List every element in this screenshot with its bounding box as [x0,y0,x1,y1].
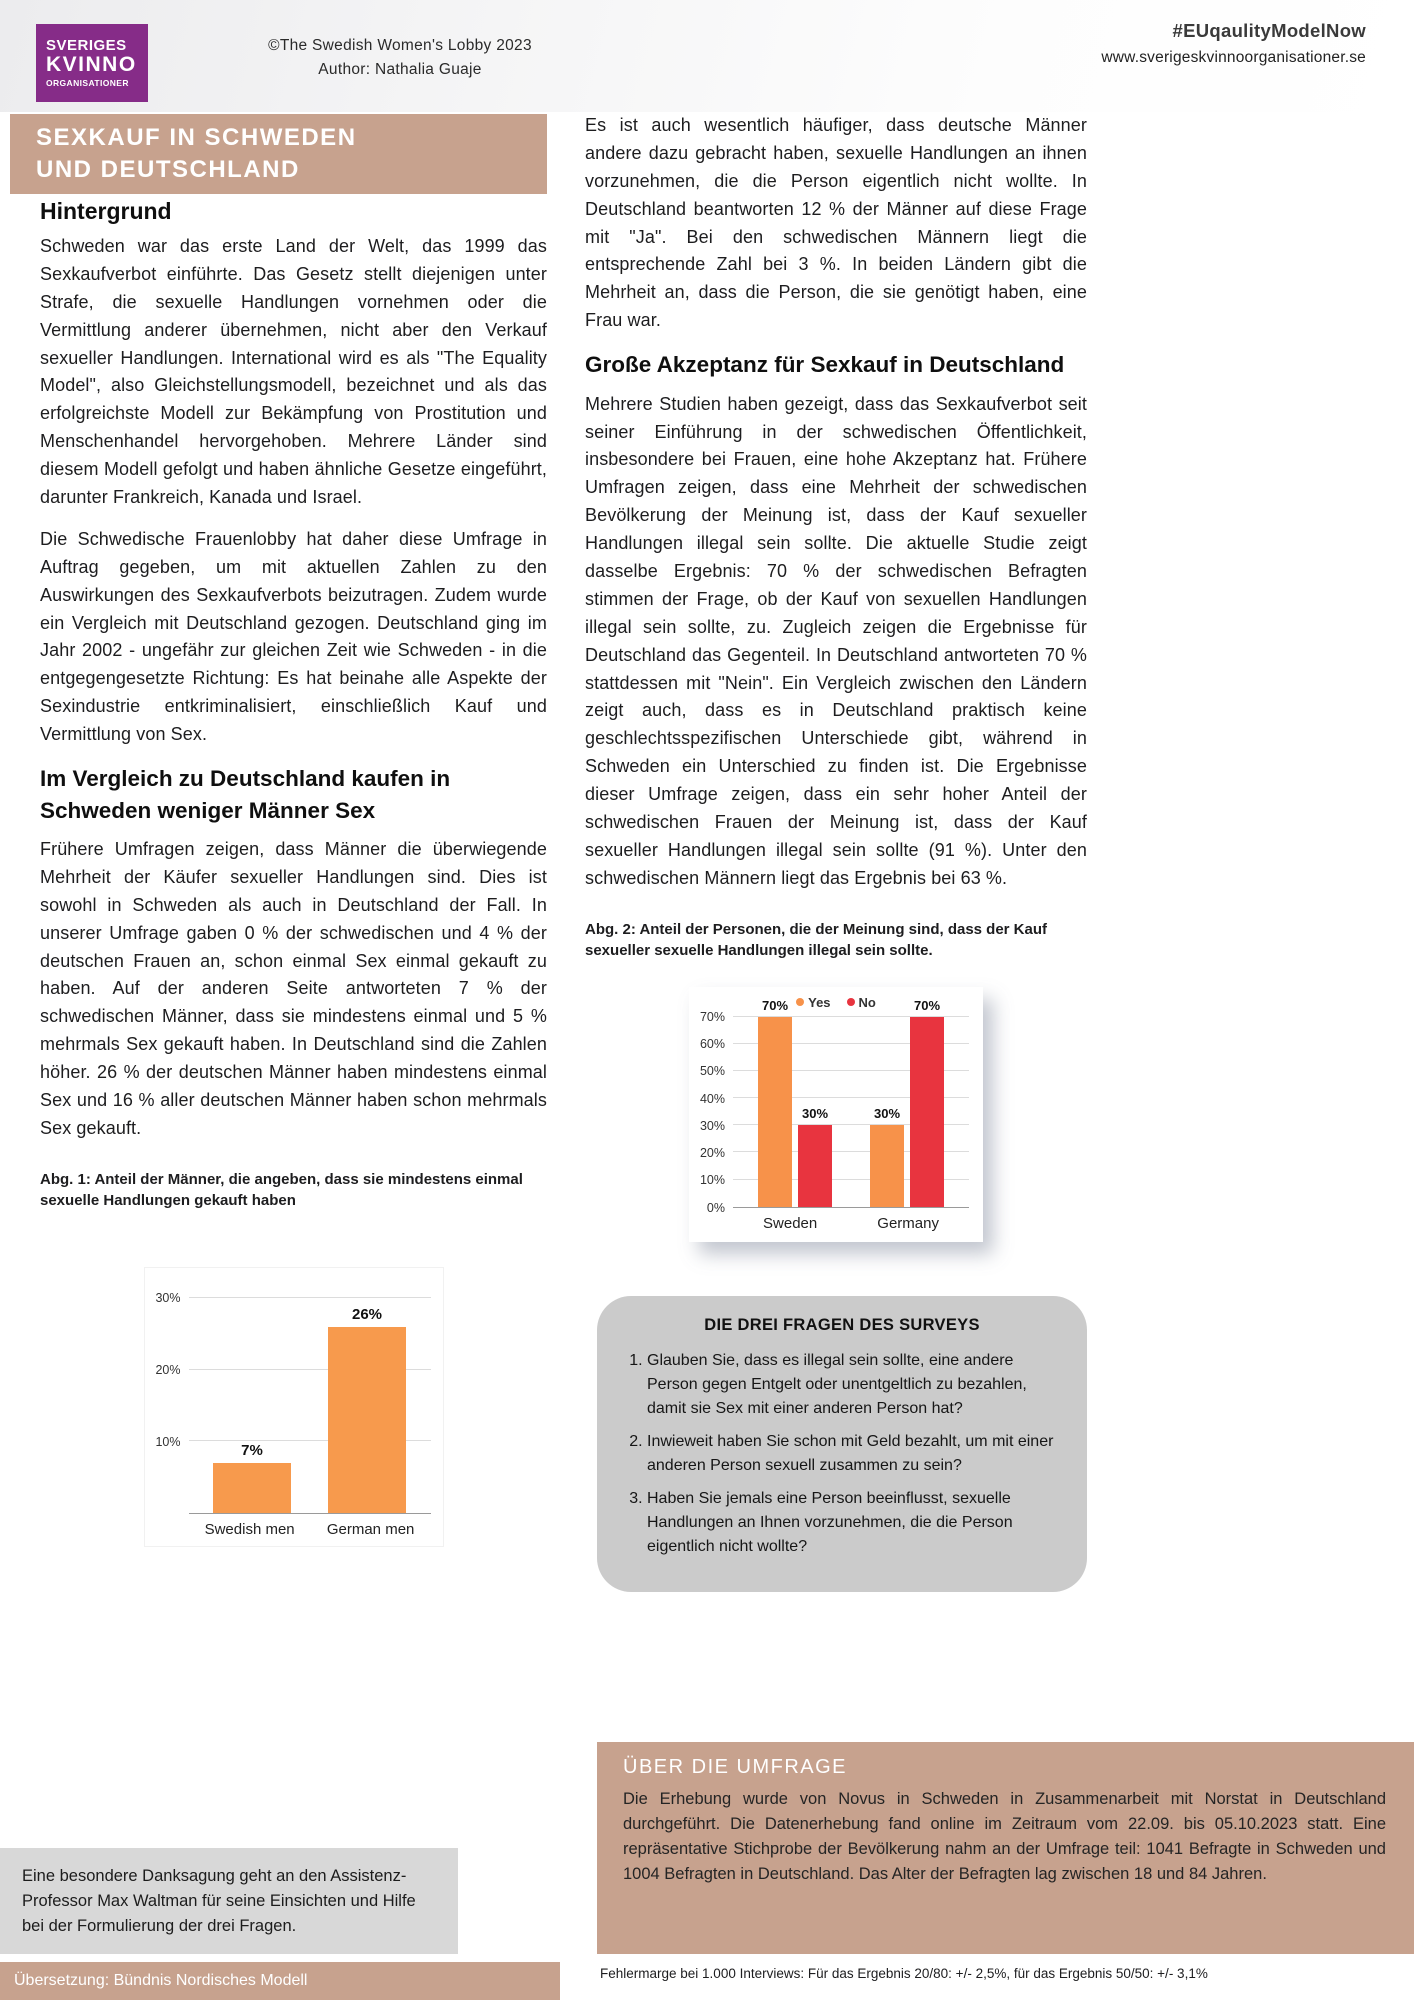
paragraph-acceptance: Mehrere Studien haben gezeigt, dass das Sexkaufverbot seit seiner Einführung in der schwedischen Öffentlichkeit, insbesondere bei Frauen, eine hohe Akzeptanz hat. Frühere Umfragen zeigen, dass eine Mehrheit der schwedischen Bevölkerung der Meinung ist, dass der Kauf sexueller Handlungen illegal sein sollte. Die aktuelle Studie zeigt dasselbe Ergebnis: 70 % der schwedischen Befragten stimmen der Frage, ob der Kauf von sexuellen Handlungen illegal sein sollte, zu. Zugleich zeigen die Ergebnisse für Deutschland das Gegenteil. In Deutschland antworteten 70 % stattdessen mit "Nein". Ein Vergleich zwischen den Ländern zeigt auch, dass es in Deutschland praktisch keine geschlechtsspezifischen Unterschiede gibt, während in Schweden ein Unterschied zu finden ist. Die Ergebnisse dieser Umfrage zeigen, dass ein sehr hoher Anteil der schwedischen Frauen der Meinung ist, dass der Kauf sexueller Handlungen illegal sein sollte (91 %). Unter den schwedischen Männern liegt das Ergebnis bei 63 %. [585,393,1087,888]
y-tick-label: 50% [699,1064,725,1079]
paragraph-coercion: Es ist auch wesentlich häufiger, dass deutsche Männer andere dazu gebracht haben, sexuelle Handlungen an ihnen vorzunehmen, die die Person eigentlich nicht wollte. In Deutschland beantworten 12 % der Männer auf diese Frage mit "Ja". Bei den schwedischen Männern liegt die entsprechende Zahl bei 3 %. In beiden Ländern gibt die Mehrheit an, dass die Person, die sie genötigt haben, eine Frau war. [585,115,1087,331]
survey-box-title: DIE DREI FRAGEN DES SURVEYS [704,1315,980,1334]
bar-value-label: 30% [873,1106,901,1122]
about-survey-body: Die Erhebung wurde von Novus in Schweden in Zusammenarbeit mit Norstat in Deutschland durchgeführt. Die Datenerhebung fand online im Zeitraum vom 22.09. bis 05.10.2023 statt. Eine repräsentative Stichprobe der Bevölkerung nahm an der Umfrage teil: 1041 Befragte in Schweden und 1004 Befragten in Deutschland. Das Alter der Befragten lag zwischen 18 und 84 Jahren. [623,1790,1386,1884]
y-tick-label: 30% [155,1290,181,1305]
paragraph-background-1: Schweden war das erste Land der Welt, das 1999 das Sexkaufverbot einführte. Das Gesetz stellt diejenigen unter Strafe, die sexuelle Handlungen vornehmen oder die Vermittlung anderer übernehmen, nicht aber den Verkauf sexueller Handlungen. International wird es als "The Equality Model", also Gleichstellungsmodell, bezeichnet und als das erfolgreichste Modell zur Bekämpfung von Prostitution und Menschenhandel hervorgehoben. Mehrere Länder sind diesem Modell gefolgt und haben ähnliche Gesetze eingeführt, darunter Frankreich, Kanada und Israel. [40,236,547,508]
figure-1-caption: Abg. 1: Anteil der Männer, die angeben, dass sie mindestens einmal sexuelle Handlungen gekauft haben [40,1170,523,1209]
logo-text-kvinno: KVINNO [46,53,137,77]
y-tick-label: 10% [699,1173,725,1188]
heading-comparison [40,763,547,826]
legend-item-yes: Yes [796,995,830,1010]
y-tick-label: 30% [699,1118,725,1133]
bar-value-label: 70% [913,997,941,1013]
title-line-2: UND DEUTSCHLAND [36,156,300,184]
heading-hintergrund: Hintergrund [40,198,172,224]
survey-question-3: 3. Haben Sie jemals eine Person beeinflusst, sexuelle Handlungen an Ihnen vorzunehmen, die die Person eigentlich nicht wollte? [647,1487,1059,1559]
y-tick-label: 0% [706,1200,725,1215]
figure-2-y-axis [693,1009,733,1215]
category-label: Swedish men [204,1520,295,1538]
right-column [585,112,1087,1592]
figure-1-x-axis-labels [149,1521,431,1538]
paragraph-comparison: Frühere Umfragen zeigen, dass Männer die überwiegende Mehrheit der Käufer sexueller Handlungen sind. Dies ist sowohl in Schweden als auch in Deutschland der Fall. In unserer Umfrage gaben 0 % der schwedischen und 4 % der deutschen Frauen an, schon einmal Sex einmal gekauft zu haben. Auf der anderen Seite antworteten 7 % der schwedischen Männer, dass sie mindestens einmal und 5 % mehrmals Sex gekauft haben. In Deutschland sind die Zahlen höher. 26 % der deutschen Männer haben mindestens einmal Sex und 16 % aller deutschen Männer haben schon mehrmals Sex gekauft. [40,839,547,1138]
y-tick-label: 20% [155,1362,181,1377]
figure-2-caption: Abg. 2: Anteil der Personen, die der Meinung sind, dass der Kauf sexueller sexuelle Handlungen illegal sein sollte. [585,920,1048,959]
acknowledgement-box: Eine besondere Danksagung geht an den Assistenz-Professor Max Waltman für seine Einsichten und Hilfe bei der Formulierung der drei Fragen. [0,1848,458,1954]
margin-of-error-note: Fehlermarge bei 1.000 Interviews: Für das Ergebnis 20/80: +/- 2,5%, für das Ergebnis 50/50: +/- 3,1% [600,1966,1208,1981]
survey-questions-box [597,1296,1087,1592]
copyright-line: ©The Swedish Women's Lobby 2023 [268,37,532,54]
figure-1-plot-area [189,1298,431,1514]
logo-text-organisationer: ORGANISATIONER [46,77,129,88]
header-right-block [1101,20,1366,67]
bar-value-label: 70% [761,997,789,1013]
survey-question-2: 2. Inwieweit haben Sie schon mit Geld bezahlt, um mit einer anderen Person sexuell zusammen zu sein? [647,1430,1059,1478]
y-tick-label: 40% [699,1091,725,1106]
heading-comparison-line-1: Im Vergleich zu Deutschland kaufen in [40,766,451,792]
logo-text-sveriges: SVERIGES [46,36,127,54]
survey-question-1: 1. Glauben Sie, dass es illegal sein sollte, eine andere Person gegen Entgelt oder unentgeltlich zu bezahlen, damit sie Sex mit einer anderen Person hat? [647,1349,1059,1421]
bar-sweden-no [798,1125,832,1206]
title-banner [10,114,547,194]
figure-2-x-axis-labels [693,1215,969,1232]
category-label: German men [326,1520,415,1538]
legend-dot-icon [796,998,804,1006]
bar-germany-no [910,1017,944,1207]
org-logo [36,24,148,102]
bar-value-label: 26% [351,1305,383,1323]
bar-sweden-yes [758,1017,792,1207]
bar-value-label: 7% [241,1441,263,1459]
heading-comparison-line-2: Schweden weniger Männer Sex [40,797,376,823]
about-survey-box [597,1742,1414,1954]
website-url: www.sverigeskvinnoorganisationer.se [1101,49,1366,66]
figure-2-chart [689,987,983,1242]
figure-1-chart [144,1267,444,1547]
survey-questions-list [625,1349,1059,1559]
author-line: Author: Nathalia Guaje [318,61,482,79]
category-label: Germany [877,1214,939,1232]
bar-germany-yes [870,1125,904,1206]
left-column [40,198,547,1547]
credit-block [250,34,550,82]
translation-credit-strip: Übersetzung: Bündnis Nordisches Modell [0,1962,560,2000]
y-tick-label: 60% [699,1036,725,1051]
title-line-1: SEXKAUF IN SCHWEDEN [36,124,357,151]
y-tick-label: 70% [699,1009,725,1024]
bar-value-label: 30% [801,1106,829,1122]
y-tick-label: 10% [155,1434,181,1449]
bar-swedish-men [213,1463,291,1513]
paragraph-background-2: Die Schwedische Frauenlobby hat daher diese Umfrage in Auftrag gegeben, um mit aktuellen Zahlen zu den Auswirkungen des Sexkaufverbots beizutragen. Zudem wurde ein Vergleich mit Deutschland gezogen. Deutschland ging im Jahr 2002 - ungefähr zur gleichen Zeit wie Schweden - in die entgegengesetzte Richtung: Es hat beinahe alle Aspekte der Sexindustrie entkriminalisiert, einschließlich Kauf und Vermittlung von Sex. [40,528,547,745]
legend-item-no: No [847,995,876,1010]
campaign-hashtag: #EUqaulityModelNow [1172,20,1366,41]
category-label: Sweden [763,1214,818,1232]
legend-dot-icon [847,998,855,1006]
figure-1-y-axis [149,1290,189,1514]
y-tick-label: 20% [699,1146,725,1161]
bar-german-men [328,1327,406,1513]
about-survey-title: ÜBER DIE UMFRAGE [623,1756,848,1778]
heading-acceptance: Große Akzeptanz für Sexkauf in Deutschland [585,352,1065,378]
